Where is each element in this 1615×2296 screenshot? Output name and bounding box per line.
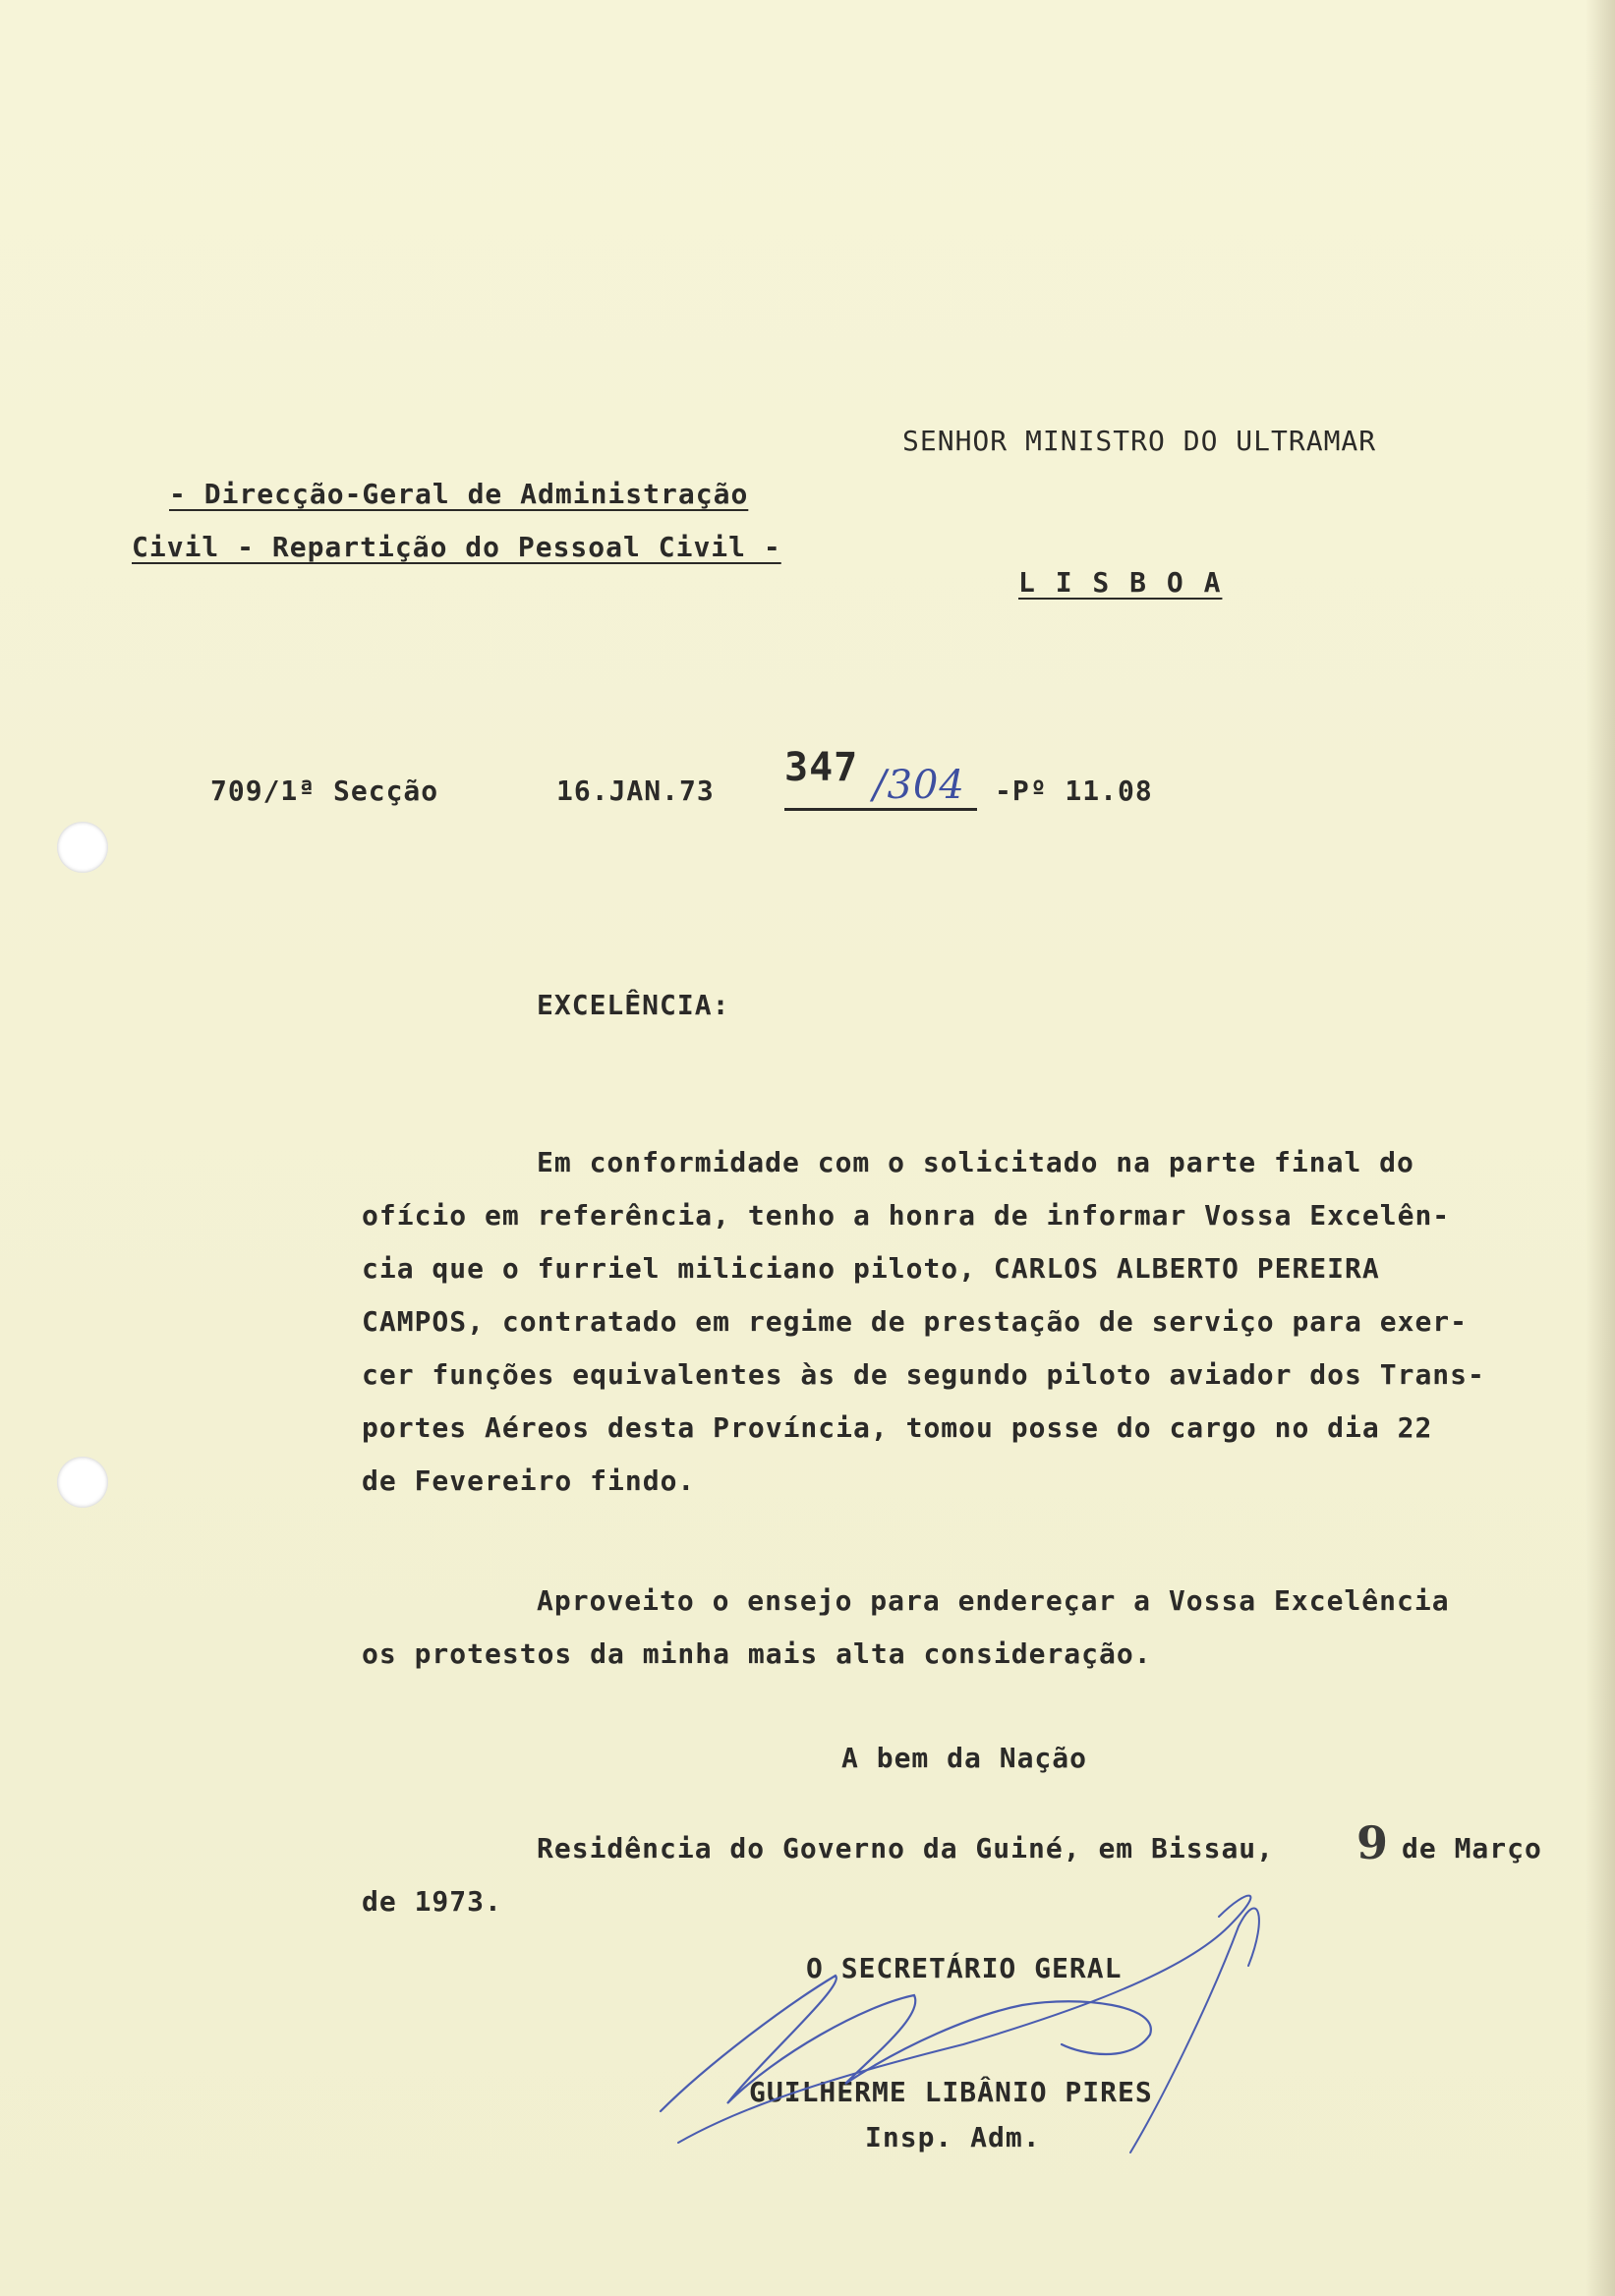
department-line-1: - Direcção-Geral de Administração — [169, 478, 749, 510]
place-date-suffix: de Março — [1402, 1832, 1542, 1865]
body-line: Em conformidade com o solicitado na parte final do — [537, 1146, 1414, 1178]
body-line: ofício em referência, tenho a honra de informar Vossa Excelên- — [362, 1199, 1451, 1232]
closing: A bem da Nação — [841, 1742, 1088, 1774]
reference-date: 16.JAN.73 — [556, 775, 715, 807]
place-date-year: de 1973. — [362, 1885, 502, 1918]
reference-number: 347 — [784, 745, 859, 790]
reference-section: 709/1ª Secção — [210, 775, 439, 807]
body-line: Aproveito o ensejo para endereçar a Vossa Excelência — [537, 1584, 1450, 1617]
department-line-2: Civil - Repartição do Pessoal Civil - — [132, 531, 781, 563]
body-line: cia que o furriel miliciano piloto, CARLOS ALBERTO PEREIRA — [362, 1252, 1380, 1285]
signature-title: O SECRETÁRIO GERAL — [806, 1952, 1123, 1984]
body-line: portes Aéreos desta Província, tomou posse do cargo no dia 22 — [362, 1411, 1433, 1444]
addressee-city: L I S B O A — [1018, 566, 1223, 599]
reference-handwritten-number: /304 — [873, 763, 965, 808]
body-line: de Fevereiro findo. — [362, 1464, 696, 1497]
body-line: CAMPOS, contratado em regime de prestação de serviço para exer- — [362, 1305, 1469, 1338]
addressee-line: SENHOR MINISTRO DO ULTRAMAR — [902, 425, 1377, 457]
place-date-prefix: Residência do Governo da Guiné, em Bissau, — [537, 1832, 1275, 1865]
salutation: EXCELÊNCIA: — [537, 989, 730, 1021]
signature-name: GUILHERME LIBÂNIO PIRES — [749, 2076, 1153, 2108]
signature-role: Insp. Adm. — [865, 2121, 1041, 2153]
reference-process: -Pº 11.08 — [995, 775, 1153, 807]
body-line: os protestos da minha mais alta consideração. — [362, 1637, 1152, 1670]
place-date-day: 9 — [1356, 1816, 1390, 1869]
body-line: cer funções equivalentes às de segundo piloto aviador dos Trans- — [362, 1358, 1485, 1391]
